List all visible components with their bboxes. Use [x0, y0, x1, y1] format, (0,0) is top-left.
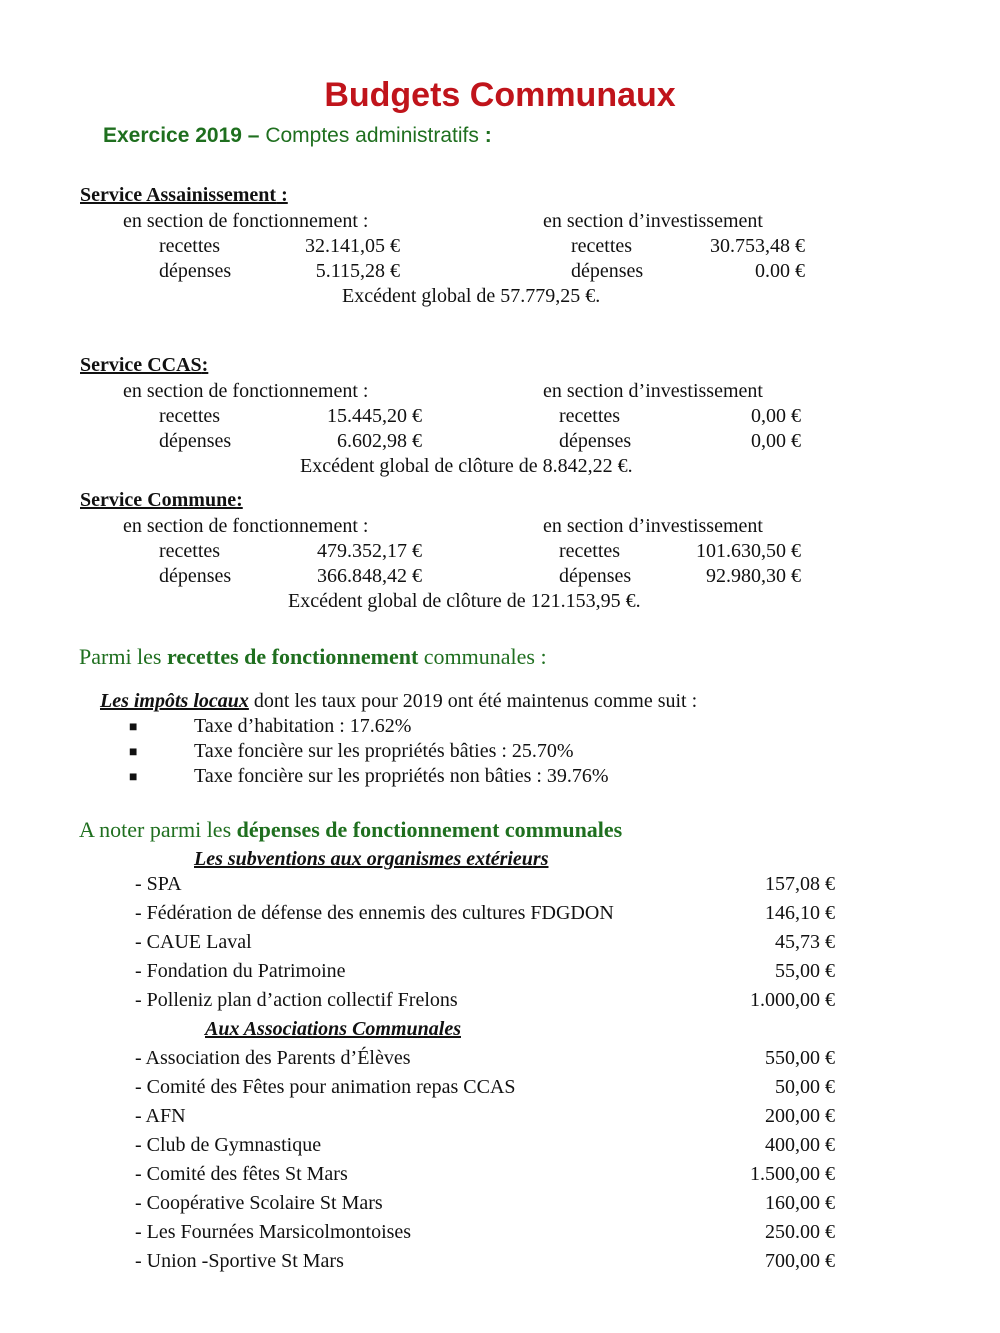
service-commune-heading: Service Commune:	[80, 489, 243, 511]
list-item-amount: 50,00 €	[775, 1076, 835, 1098]
commune-invest-recettes-value: 101.630,50 €	[696, 540, 801, 562]
impots-intro: Les impôts locaux dont les taux pour 2019 ont été maintenus comme suit :	[100, 690, 698, 712]
ccas-fonct-recettes-label: recettes	[159, 405, 221, 427]
assainissement-fonct-depenses-label: dépenses	[159, 260, 232, 282]
assainissement-invest-recettes-label: recettes	[571, 235, 633, 257]
associations-communales-heading: Aux Associations Communales	[205, 1018, 461, 1040]
list-item-amount: 250.00 €	[765, 1221, 835, 1243]
list-item: - Union -Sportive St Mars	[135, 1250, 344, 1272]
list-item-amount: 400,00 €	[765, 1134, 835, 1156]
ccas-fonct-label: en section de fonctionnement :	[123, 380, 369, 402]
assainissement-fonct-recettes-value: 32.141,05 €	[305, 235, 400, 257]
list-item-amount: 55,00 €	[775, 960, 835, 982]
list-item: - AFN	[135, 1105, 186, 1127]
service-assainissement-heading: Service Assainissement :	[80, 184, 288, 206]
bullet-icon: ■	[129, 770, 138, 785]
commune-fonct-depenses-label: dépenses	[159, 565, 232, 587]
depenses-section-heading: A noter parmi les dépenses de fonctionnement communales	[79, 817, 623, 842]
commune-fonct-recettes-value: 479.352,17 €	[317, 540, 422, 562]
ccas-invest-recettes-label: recettes	[559, 405, 621, 427]
exercise-colon: :	[484, 124, 492, 147]
commune-invest-depenses-label: dépenses	[559, 565, 632, 587]
list-item-amount: 157,08 €	[765, 873, 835, 895]
assainissement-fonct-depenses-value: 5.115,28 €	[315, 260, 400, 282]
list-item: - Association des Parents d’Élèves	[135, 1047, 411, 1069]
subventions-organismes-heading: Les subventions aux organismes extérieurs	[194, 848, 549, 870]
list-item: - Les Fournées Marsicolmontoises	[135, 1221, 412, 1243]
list-item: - Coopérative Scolaire St Mars	[135, 1192, 383, 1214]
list-item: - SPA	[135, 873, 182, 895]
assainissement-fonct-recettes-label: recettes	[159, 235, 221, 257]
list-item: - Fédération de défense des ennemis des cultures FDGDON	[135, 902, 614, 924]
exercise-subtitle	[103, 124, 492, 148]
bullet-icon: ■	[129, 720, 138, 735]
page-title: Budgets Communaux	[324, 76, 676, 114]
ccas-invest-depenses-label: dépenses	[559, 430, 632, 452]
commune-invest-label: en section d’investissement	[543, 515, 763, 537]
ccas-fonct-depenses-value: 6.602,98 €	[337, 430, 422, 452]
tax-item: Taxe foncière sur les propriétés bâties : 25.70%	[194, 740, 574, 762]
commune-invest-depenses-value: 92.980,30 €	[706, 565, 801, 587]
list-item-amount: 200,00 €	[765, 1105, 835, 1127]
commune-excedent: Excédent global de clôture de 121.153,95 €.	[288, 590, 641, 612]
assainissement-invest-label: en section d’investissement	[543, 210, 763, 232]
assainissement-invest-recettes-value: 30.753,48 €	[710, 235, 805, 257]
list-item: - Comité des Fêtes pour animation repas CCAS	[135, 1076, 516, 1098]
list-item-amount: 160,00 €	[765, 1192, 835, 1214]
list-item-amount: 146,10 €	[765, 902, 835, 924]
ccas-invest-depenses-value: 0,00 €	[751, 430, 801, 452]
assainissement-invest-depenses-label: dépenses	[571, 260, 644, 282]
commune-fonct-label: en section de fonctionnement :	[123, 515, 369, 537]
bullet-icon: ■	[129, 745, 138, 760]
exercise-label: Comptes administratifs	[259, 124, 485, 147]
list-item: - Comité des fêtes St Mars	[135, 1163, 348, 1185]
impots-locaux-label: Les impôts locaux	[100, 690, 249, 712]
assainissement-excedent: Excédent global de 57.779,25 €.	[342, 285, 601, 307]
ccas-fonct-recettes-value: 15.445,20 €	[327, 405, 422, 427]
list-item: - Polleniz plan d’action collectif Frelons	[135, 989, 458, 1011]
list-item-amount: 550,00 €	[765, 1047, 835, 1069]
exercise-year: Exercice 2019 –	[103, 124, 260, 147]
list-item-amount: 1.000,00 €	[750, 989, 835, 1011]
ccas-excedent: Excédent global de clôture de 8.842,22 €.	[300, 455, 633, 477]
tax-item: Taxe foncière sur les propriétés non bâties : 39.76%	[194, 765, 609, 787]
list-item: - Club de Gymnastique	[135, 1134, 322, 1156]
list-item: - CAUE Laval	[135, 931, 252, 953]
ccas-fonct-depenses-label: dépenses	[159, 430, 232, 452]
assainissement-invest-depenses-value: 0.00 €	[755, 260, 805, 282]
list-item-amount: 45,73 €	[775, 931, 835, 953]
list-item-amount: 700,00 €	[765, 1250, 835, 1272]
tax-item: Taxe d’habitation : 17.62%	[194, 715, 412, 737]
recettes-section-heading: Parmi les recettes de fonctionnement communales :	[79, 644, 547, 669]
list-item-amount: 1.500,00 €	[750, 1163, 835, 1185]
commune-invest-recettes-label: recettes	[559, 540, 621, 562]
ccas-invest-recettes-value: 0,00 €	[751, 405, 801, 427]
commune-fonct-depenses-value: 366.848,42 €	[317, 565, 422, 587]
ccas-invest-label: en section d’investissement	[543, 380, 763, 402]
service-ccas-heading: Service CCAS:	[80, 354, 209, 376]
commune-fonct-recettes-label: recettes	[159, 540, 221, 562]
list-item: - Fondation du Patrimoine	[135, 960, 346, 982]
assainissement-fonct-label: en section de fonctionnement :	[123, 210, 369, 232]
